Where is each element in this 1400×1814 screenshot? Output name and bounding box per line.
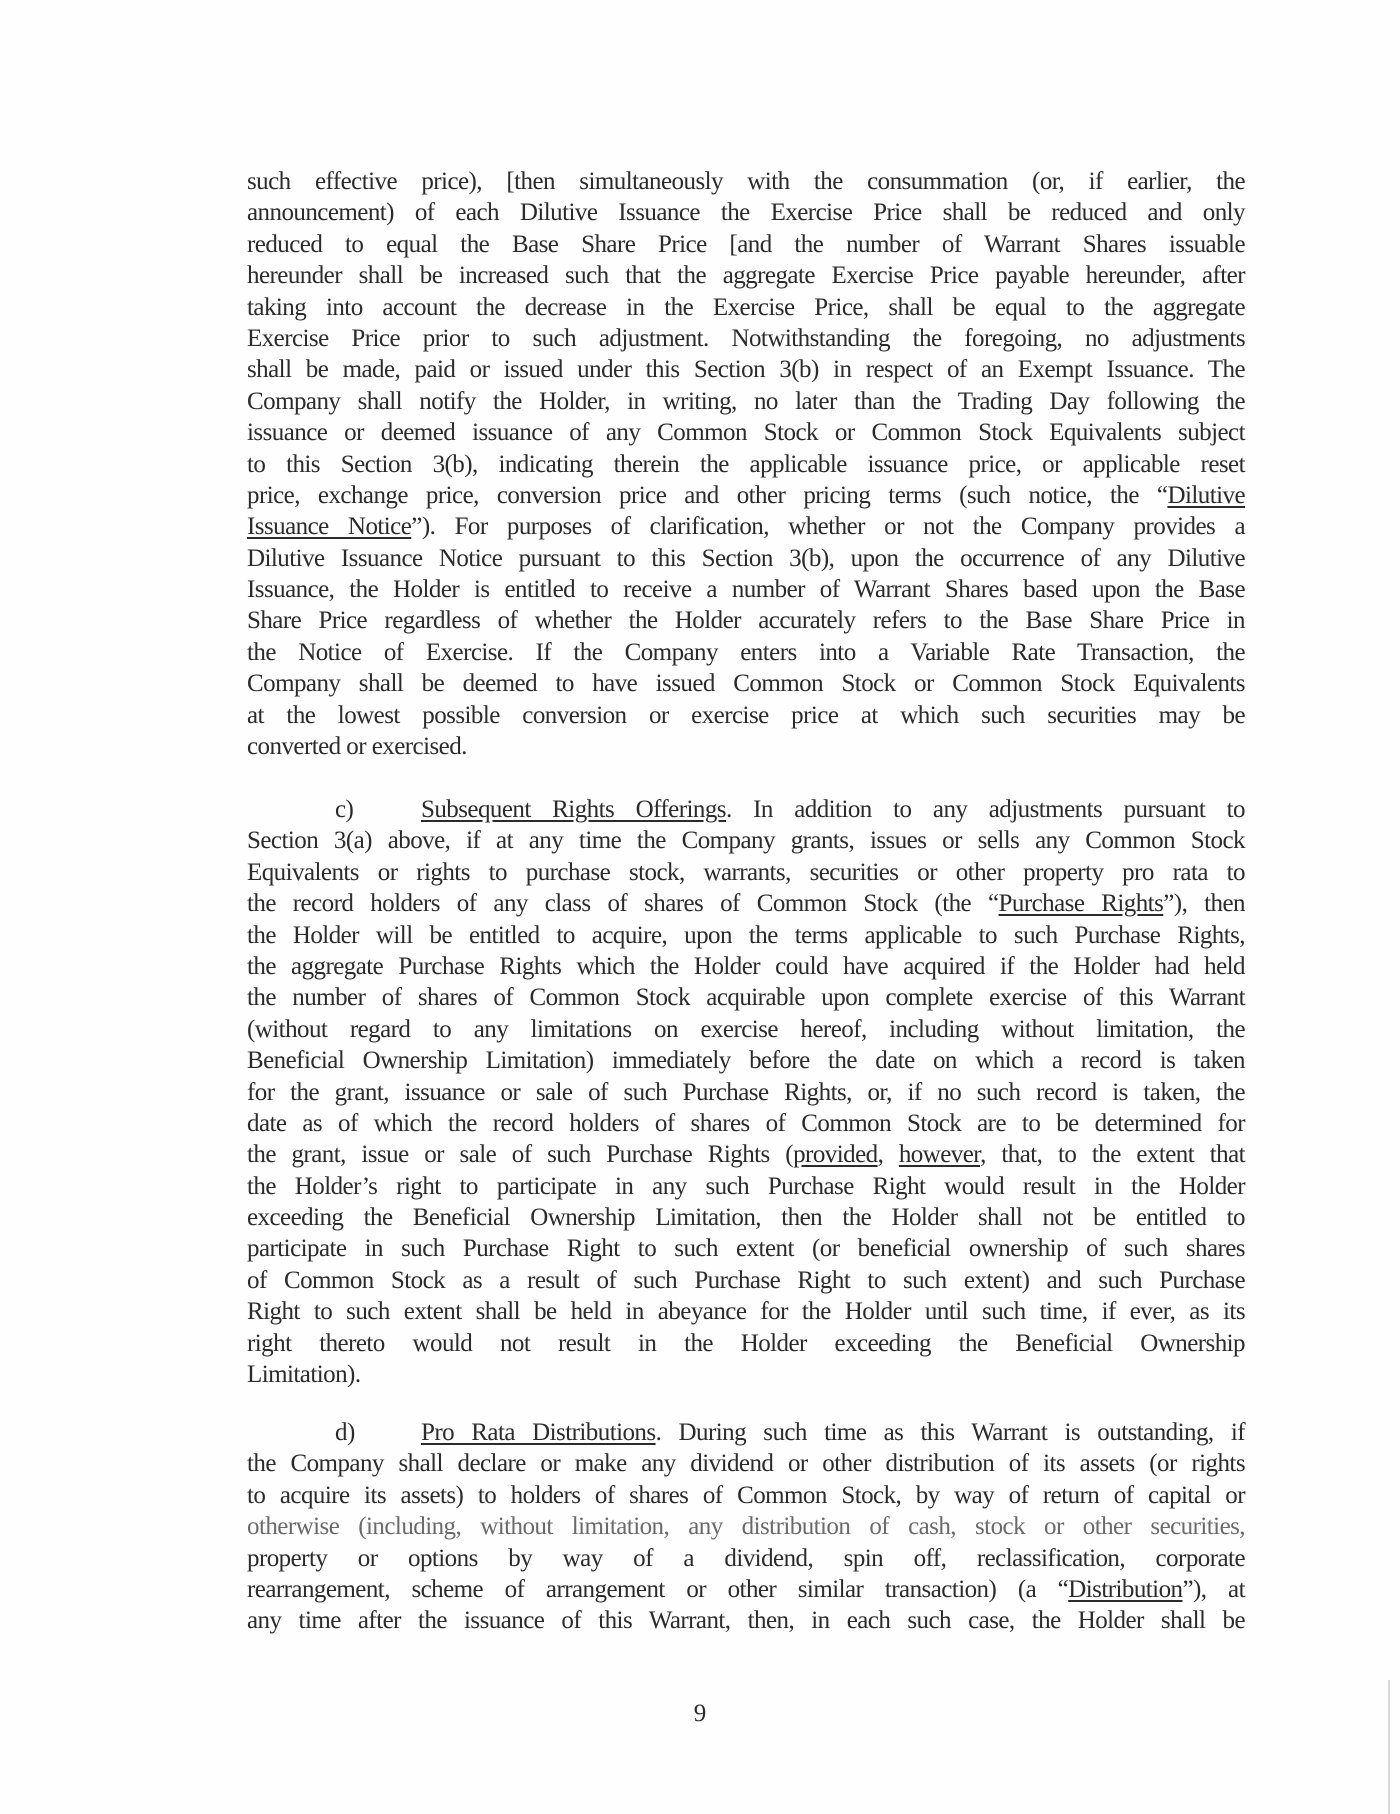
section-heading-line — [247, 794, 1245, 825]
text-segment: ”). For purposes of clarification, whether or not the Company provides a — [411, 513, 1245, 541]
defined-term-distribution: Distribution — [1068, 1575, 1183, 1603]
text-segment: ”), then — [1163, 890, 1245, 918]
text-line: for the grant, issuance or sale of such Purchase Rights, or, if no such record is taken, the — [247, 1078, 1245, 1106]
text-segment: . During such time as this Warrant is outstanding, if — [655, 1419, 1246, 1446]
text-line: at the lowest possible conversion or exercise price at which such securities may be — [247, 701, 1245, 729]
text-line: property or options by way of a dividend, spin off, reclassification, corporate — [247, 1544, 1245, 1572]
text-line: such effective price), [then simultaneously with the consummation (or, if earlier, the — [247, 168, 1245, 195]
term-however: however — [898, 1141, 981, 1169]
section-label: d) — [335, 1419, 355, 1446]
section-title: Subsequent Rights Offerings — [421, 796, 726, 823]
text-line: the aggregate Purchase Rights which the Holder could have acquired if the Holder had held — [247, 952, 1245, 980]
text-segment: , — [877, 1141, 899, 1169]
text-line — [247, 511, 1245, 542]
text-line: converted or exercised. — [247, 733, 467, 761]
text-line: announcement) of each Dilutive Issuance the Exercise Price shall be reduced and only — [247, 199, 1245, 227]
text-line: Share Price regardless of whether the Holder accurately refers to the Base Share Price in — [247, 607, 1245, 635]
paragraph-section-c — [247, 794, 1245, 1390]
text-segment: , that, to the extent that — [980, 1141, 1246, 1169]
text-line: the number of shares of Common Stock acquirable upon complete exercise of this Warrant — [247, 984, 1245, 1012]
text-line: taking into account the decrease in the Exercise Price, shall be equal to the aggregate — [247, 293, 1245, 321]
text-line: any time after the issuance of this Warrant, then, in each such case, the Holder shall be — [247, 1607, 1245, 1635]
text-segment: the record holders of any class of shares of Common Stock (the “ — [247, 890, 999, 918]
text-line: exceeding the Beneficial Ownership Limitation, then the Holder shall not be entitled to — [247, 1204, 1245, 1232]
text-line: Exercise Price prior to such adjustment. Notwithstanding the foregoing, no adjustments — [247, 324, 1245, 352]
paragraph-section-d — [247, 1417, 1245, 1637]
text-line: issuance or deemed issuance of any Common Stock or Common Stock Equivalents subject — [247, 419, 1245, 447]
text-line: hereunder shall be increased such that the aggregate Exercise Price payable hereunder, after — [247, 262, 1245, 290]
text-line: the Company shall declare or make any dividend or other distribution of its assets (or rights — [247, 1450, 1245, 1478]
defined-term-issuance-notice: Issuance Notice — [247, 513, 412, 541]
text-line: (without regard to any limitations on exercise hereof, including without limitation, the — [247, 1015, 1245, 1043]
section-title: Pro Rata Distributions — [421, 1419, 656, 1446]
text-line — [247, 888, 1245, 919]
text-line: Right to such extent shall be held in abeyance for the Holder until such time, if ever, as its — [247, 1298, 1245, 1326]
paragraph-section-b-continued — [247, 166, 1245, 762]
section-label: c) — [335, 796, 354, 823]
text-line: date as of which the record holders of shares of Common Stock are to be determined for — [247, 1109, 1245, 1137]
text-line: Company shall be deemed to have issued Common Stock or Common Stock Equivalents — [247, 670, 1245, 698]
text-line: the Holder’s right to participate in any such Purchase Right would result in the Holder — [247, 1172, 1245, 1200]
page-number: 9 — [693, 1700, 707, 1727]
text-line — [247, 1139, 1245, 1170]
text-line: Limitation). — [247, 1361, 361, 1389]
text-segment: the grant, issue or sale of such Purchase Rights ( — [247, 1141, 794, 1169]
text-line-faded: otherwise (including, without limitation, any distribution of cash, stock or other securities, — [247, 1513, 1245, 1541]
text-line — [247, 1574, 1245, 1605]
text-line: right thereto would not result in the Holder exceeding the Beneficial Ownership — [247, 1329, 1245, 1357]
text-line: of Common Stock as a result of such Purchase Right to such extent) and such Purchase — [247, 1266, 1245, 1294]
text-line: Company shall notify the Holder, in writing, no later than the Trading Day following the — [247, 387, 1245, 415]
term-provided: provided — [793, 1141, 878, 1169]
text-segment: rearrangement, scheme of arrangement or other similar transaction) (a “ — [247, 1575, 1069, 1603]
text-line: shall be made, paid or issued under this Section 3(b) in respect of an Exempt Issuance. The — [247, 356, 1245, 384]
text-line: to this Section 3(b), indicating therein the applicable issuance price, or applicable reset — [247, 450, 1245, 478]
text-line: Issuance, the Holder is entitled to receive a number of Warrant Shares based upon the Base — [247, 576, 1245, 604]
text-line: Equivalents or rights to purchase stock, warrants, securities or other property pro rata to — [247, 858, 1245, 886]
scan-edge-artifact — [1388, 1680, 1390, 1814]
text-line: Dilutive Issuance Notice pursuant to this Section 3(b), upon the occurrence of any Dilutive — [247, 544, 1245, 572]
text-line: Beneficial Ownership Limitation) immediately before the date on which a record is taken — [247, 1047, 1245, 1075]
text-segment: . In addition to any adjustments pursuant to — [725, 796, 1245, 823]
text-line: participate in such Purchase Right to such extent (or beneficial ownership of such shares — [247, 1235, 1245, 1263]
text-line — [247, 480, 1245, 511]
text-line: to acquire its assets) to holders of shares of Common Stock, by way of return of capital or — [247, 1481, 1245, 1509]
text-line: reduced to equal the Base Share Price [and the number of Warrant Shares issuable — [247, 230, 1245, 258]
text-segment: price, exchange price, conversion price and other pricing terms (such notice, the “ — [247, 481, 1168, 509]
text-line: the Holder will be entitled to acquire, upon the terms applicable to such Purchase Rights, — [247, 921, 1245, 949]
section-heading-line — [247, 1417, 1245, 1448]
defined-term-purchase-rights: Purchase Rights — [998, 890, 1164, 918]
text-segment: ”), at — [1182, 1575, 1245, 1603]
text-line: Section 3(a) above, if at any time the Company grants, issues or sells any Common Stock — [247, 827, 1245, 855]
text-line: the Notice of Exercise. If the Company enters into a Variable Rate Transaction, the — [247, 638, 1245, 666]
defined-term-dilutive: Dilutive — [1167, 481, 1245, 509]
